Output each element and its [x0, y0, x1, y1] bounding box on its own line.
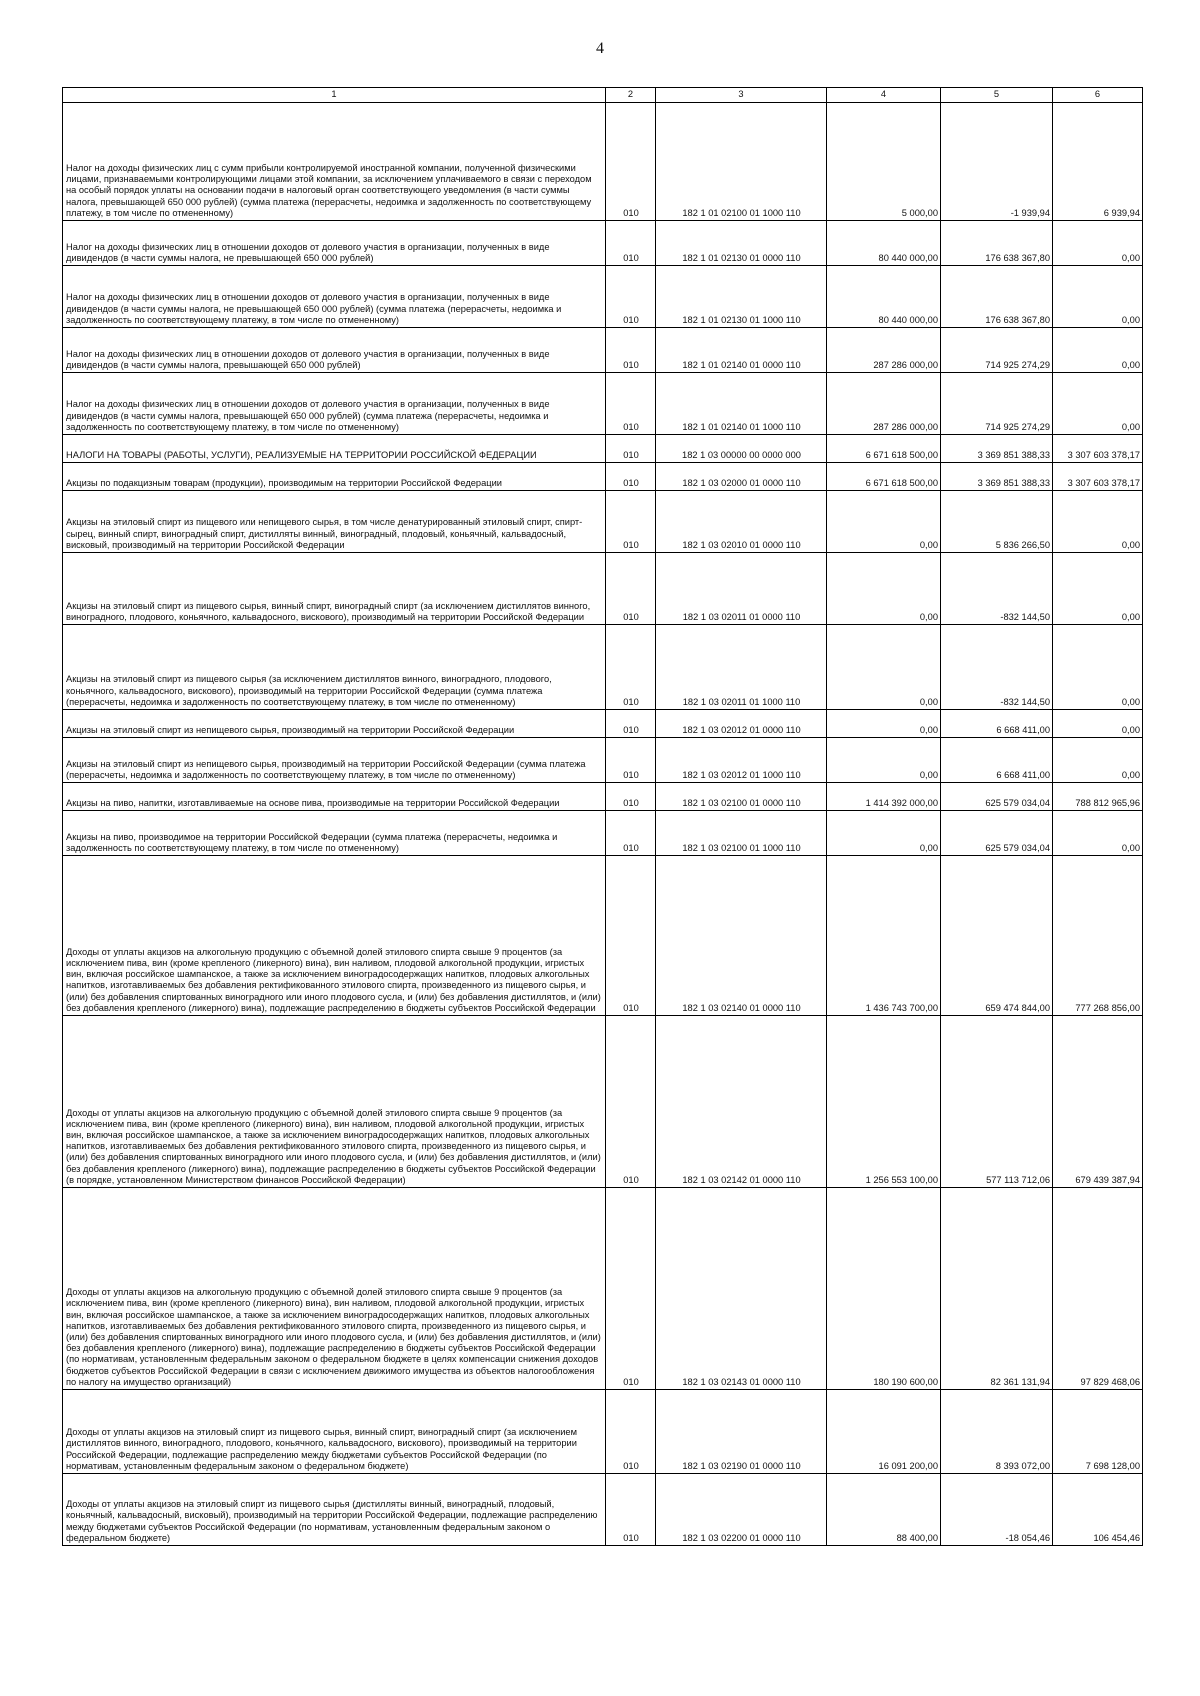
row-name-cell: Налог на доходы физических лиц с сумм прибыли контролируемой иностранной компании, полученной физическими лицами, признаваемыми контролирующими лицами этой компании, за исключением уплачиваемого в связи с переходом на особый порядок уплаты на основании подачи в налоговый орган соответствующего уведомления (в части суммы налога, превышающей 650 000 рублей) (сумма платежа (перерасчеты, недоимка и задолженность по соответствующему платежу, в том числе по отмененному) — [63, 103, 606, 221]
row-name-cell: Акцизы на этиловый спирт из пищевого сырья (за исключением дистиллятов винного, виноградного, плодового, коньячного, кальвадосного, вискового), производимый на территории Российской Федерации (сумма платежа (перерасчеты, недоимка и задолженность по соответствующему платежу, в том числе по отмененному) — [63, 625, 606, 710]
row-approved-amount-cell: 80 440 000,00 — [827, 221, 941, 266]
row-unexecuted-amount-cell: 0,00 — [1053, 491, 1143, 553]
row-line-code-cell: 010 — [606, 710, 656, 738]
row-line-code-cell: 010 — [606, 553, 656, 625]
page-number: 4 — [596, 40, 604, 57]
row-unexecuted-amount-cell: 7 698 128,00 — [1053, 1390, 1143, 1474]
row-executed-amount-cell: 3 369 851 388,33 — [941, 435, 1053, 463]
row-approved-amount-cell: 0,00 — [827, 625, 941, 710]
row-approved-amount-cell: 0,00 — [827, 491, 941, 553]
row-executed-amount-cell: -832 144,50 — [941, 625, 1053, 710]
table-row — [63, 625, 1143, 710]
row-approved-amount-cell: 88 400,00 — [827, 1474, 941, 1546]
row-budget-code-cell: 182 1 03 02010 01 0000 110 — [656, 491, 827, 553]
row-line-code-cell: 010 — [606, 103, 656, 221]
row-executed-amount-cell: 714 925 274,29 — [941, 373, 1053, 435]
table-row — [63, 1188, 1143, 1390]
row-line-code-cell: 010 — [606, 856, 656, 1016]
row-approved-amount-cell: 0,00 — [827, 811, 941, 856]
row-executed-amount-cell: 659 474 844,00 — [941, 856, 1053, 1016]
row-budget-code-cell: 182 1 01 02130 01 1000 110 — [656, 266, 827, 328]
row-executed-amount-cell: 8 393 072,00 — [941, 1390, 1053, 1474]
row-name-cell: Акцизы на пиво, производимое на территории Российской Федерации (сумма платежа (перерасчеты, недоимка и задолженность по соответствующему платежу, в том числе по отмененному) — [63, 811, 606, 856]
row-line-code-cell: 010 — [606, 738, 656, 783]
row-budget-code-cell: 182 1 03 02200 01 0000 110 — [656, 1474, 827, 1546]
row-approved-amount-cell: 6 671 618 500,00 — [827, 463, 941, 491]
row-line-code-cell: 010 — [606, 1188, 656, 1390]
row-line-code-cell: 010 — [606, 373, 656, 435]
row-budget-code-cell: 182 1 03 02142 01 0000 110 — [656, 1016, 827, 1188]
row-executed-amount-cell: 176 638 367,80 — [941, 266, 1053, 328]
row-approved-amount-cell: 80 440 000,00 — [827, 266, 941, 328]
row-budget-code-cell: 182 1 03 00000 00 0000 000 — [656, 435, 827, 463]
row-budget-code-cell: 182 1 03 02012 01 0000 110 — [656, 710, 827, 738]
table-row — [63, 553, 1143, 625]
row-name-cell: Налог на доходы физических лиц в отношении доходов от долевого участия в организации, полученных в виде дивидендов (в части суммы налога, не превышающей 650 000 рублей) (сумма платежа (перерасчеты, недоимка и задолженность по соответствующему платежу, в том числе по отмененному) — [63, 266, 606, 328]
row-unexecuted-amount-cell: 0,00 — [1053, 373, 1143, 435]
row-executed-amount-cell: 3 369 851 388,33 — [941, 463, 1053, 491]
table-row — [63, 435, 1143, 463]
row-line-code-cell: 010 — [606, 1390, 656, 1474]
row-name-cell: Доходы от уплаты акцизов на алкогольную продукцию с объемной долей этилового спирта свыше 9 процентов (за исключением пива, вин (кроме крепленого (ликерного) вина), вин наливом, плодовой алкогольной продукции, игристых вин, включая российское шампанское, а также за исключением виноградосодержащих напитков, плодовых алкогольных напитков, изготавливаемых без добавления ректификованного этилового спирта, произведенного из пищевого сырья, и (или) без добавления спиртованных виноградного или иного плодового сусла, и (или) без добавления дистиллятов, и (или) без добавления крепленого (ликерного) вина), подлежащие распределению в бюджеты субъектов Российской Федерации (по нормативам, установленным федеральным законом о федеральном бюджете в целях компенсации снижения доходов бюджетов субъектов Российской Федерации в связи с исключением движимого имущества из объектов налогообложения по налогу на имущество организаций) — [63, 1188, 606, 1390]
column-number-row — [63, 88, 1143, 103]
row-name-cell: Налог на доходы физических лиц в отношении доходов от долевого участия в организации, полученных в виде дивидендов (в части суммы налога, превышающей 650 000 рублей) (сумма платежа (перерасчеты, недоимка и задолженность по соответствующему платежу, в том числе по отмененному) — [63, 373, 606, 435]
row-name-cell: Акцизы на этиловый спирт из пищевого или непищевого сырья, в том числе денатурированный этиловый спирт, спирт-сырец, винный спирт, виноградный спирт, дистилляты винный, виноградный, плодовый, коньячный, кальвадосный, висковый, производимый на территории Российской Федерации — [63, 491, 606, 553]
row-executed-amount-cell: 625 579 034,04 — [941, 811, 1053, 856]
row-unexecuted-amount-cell: 777 268 856,00 — [1053, 856, 1143, 1016]
table-row — [63, 738, 1143, 783]
table-row — [63, 221, 1143, 266]
table-row — [63, 783, 1143, 811]
row-unexecuted-amount-cell: 0,00 — [1053, 553, 1143, 625]
row-unexecuted-amount-cell: 0,00 — [1053, 738, 1143, 783]
row-unexecuted-amount-cell: 106 454,46 — [1053, 1474, 1143, 1546]
table-row — [63, 266, 1143, 328]
table-row — [63, 491, 1143, 553]
table-row — [63, 103, 1143, 221]
row-name-cell: Доходы от уплаты акцизов на алкогольную продукцию с объемной долей этилового спирта свыше 9 процентов (за исключением пива, вин (кроме крепленого (ликерного) вина), вин наливом, плодовой алкогольной продукции, игристых вин, включая российское шампанское, а также за исключением виноградосодержащих напитков, плодовых алкогольных напитков, изготавливаемых без добавления ректификованного этилового спирта, произведенного из пищевого сырья, и (или) без добавления спиртованных виноградного или иного плодового сусла, и (или) без добавления дистиллятов, и (или) без добавления крепленого (ликерного) вина), подлежащие распределению в бюджеты субъектов Российской Федерации — [63, 856, 606, 1016]
row-approved-amount-cell: 287 286 000,00 — [827, 373, 941, 435]
row-approved-amount-cell: 16 091 200,00 — [827, 1390, 941, 1474]
row-unexecuted-amount-cell: 3 307 603 378,17 — [1053, 435, 1143, 463]
row-name-cell: Налог на доходы физических лиц в отношении доходов от долевого участия в организации, полученных в виде дивидендов (в части суммы налога, превышающей 650 000 рублей) — [63, 328, 606, 373]
row-budget-code-cell: 182 1 03 02011 01 1000 110 — [656, 625, 827, 710]
row-unexecuted-amount-cell: 679 439 387,94 — [1053, 1016, 1143, 1188]
table-row — [63, 856, 1143, 1016]
row-executed-amount-cell: -18 054,46 — [941, 1474, 1053, 1546]
table-row — [63, 1016, 1143, 1188]
row-executed-amount-cell: 6 668 411,00 — [941, 738, 1053, 783]
row-approved-amount-cell: 5 000,00 — [827, 103, 941, 221]
row-name-cell: Акцизы на этиловый спирт из пищевого сырья, винный спирт, виноградный спирт (за исключением дистиллятов винного, виноградного, плодового, коньячного, кальвадосного, вискового), производимый на территории Российской Федерации — [63, 553, 606, 625]
row-executed-amount-cell: 577 113 712,06 — [941, 1016, 1053, 1188]
table-row — [63, 710, 1143, 738]
row-unexecuted-amount-cell: 788 812 965,96 — [1053, 783, 1143, 811]
row-line-code-cell: 010 — [606, 266, 656, 328]
row-budget-code-cell: 182 1 03 02000 01 0000 110 — [656, 463, 827, 491]
row-line-code-cell: 010 — [606, 811, 656, 856]
row-approved-amount-cell: 287 286 000,00 — [827, 328, 941, 373]
row-name-cell: Акцизы по подакцизным товарам (продукции), производимым на территории Российской Федерации — [63, 463, 606, 491]
row-executed-amount-cell: 5 836 266,50 — [941, 491, 1053, 553]
row-approved-amount-cell: 1 436 743 700,00 — [827, 856, 941, 1016]
column-header: 6 — [1053, 88, 1143, 103]
row-budget-code-cell: 182 1 03 02190 01 0000 110 — [656, 1390, 827, 1474]
row-executed-amount-cell: 625 579 034,04 — [941, 783, 1053, 811]
table-row — [63, 463, 1143, 491]
row-approved-amount-cell: 0,00 — [827, 710, 941, 738]
row-unexecuted-amount-cell: 0,00 — [1053, 221, 1143, 266]
row-name-cell: Налог на доходы физических лиц в отношении доходов от долевого участия в организации, полученных в виде дивидендов (в части суммы налога, не превышающей 650 000 рублей) — [63, 221, 606, 266]
row-name-cell: Доходы от уплаты акцизов на алкогольную продукцию с объемной долей этилового спирта свыше 9 процентов (за исключением пива, вин (кроме крепленого (ликерного) вина), вин наливом, плодовой алкогольной продукции, игристых вин, включая российское шампанское, а также за исключением виноградосодержащих напитков, плодовых алкогольных напитков, изготавливаемых без добавления ректификованного этилового спирта, произведенного из пищевого сырья, и (или) без добавления спиртованных виноградного или иного плодового сусла, и (или) без добавления дистиллятов, и (или) без добавления крепленого (ликерного) вина), подлежащие распределению в бюджеты субъектов Российской Федерации (в порядке, установленном Министерством финансов Российской Федерации) — [63, 1016, 606, 1188]
row-approved-amount-cell: 1 256 553 100,00 — [827, 1016, 941, 1188]
row-budget-code-cell: 182 1 03 02100 01 0000 110 — [656, 783, 827, 811]
row-budget-code-cell: 182 1 03 02100 01 1000 110 — [656, 811, 827, 856]
row-line-code-cell: 010 — [606, 328, 656, 373]
row-executed-amount-cell: 6 668 411,00 — [941, 710, 1053, 738]
row-line-code-cell: 010 — [606, 1016, 656, 1188]
row-executed-amount-cell: 82 361 131,94 — [941, 1188, 1053, 1390]
row-name-cell: Доходы от уплаты акцизов на этиловый спирт из пищевого сырья, винный спирт, виноградный спирт (за исключением дистиллятов винного, виноградного, плодового, коньячного, кальвадосного, вискового), производимый на территории Российской Федерации, подлежащие распределению между бюджетами субъектов Российской Федерации (по нормативам, установленным федеральным законом о федеральном бюджете) — [63, 1390, 606, 1474]
table-row — [63, 373, 1143, 435]
row-line-code-cell: 010 — [606, 783, 656, 811]
row-unexecuted-amount-cell: 0,00 — [1053, 811, 1143, 856]
row-unexecuted-amount-cell: 0,00 — [1053, 625, 1143, 710]
row-unexecuted-amount-cell: 0,00 — [1053, 328, 1143, 373]
row-budget-code-cell: 182 1 03 02140 01 0000 110 — [656, 856, 827, 1016]
row-budget-code-cell: 182 1 01 02140 01 1000 110 — [656, 373, 827, 435]
row-unexecuted-amount-cell: 6 939,94 — [1053, 103, 1143, 221]
row-line-code-cell: 010 — [606, 1474, 656, 1546]
row-approved-amount-cell: 0,00 — [827, 553, 941, 625]
row-unexecuted-amount-cell: 0,00 — [1053, 710, 1143, 738]
row-budget-code-cell: 182 1 03 02012 01 1000 110 — [656, 738, 827, 783]
column-header: 3 — [656, 88, 827, 103]
row-executed-amount-cell: -832 144,50 — [941, 553, 1053, 625]
row-unexecuted-amount-cell: 97 829 468,06 — [1053, 1188, 1143, 1390]
row-executed-amount-cell: 176 638 367,80 — [941, 221, 1053, 266]
row-approved-amount-cell: 6 671 618 500,00 — [827, 435, 941, 463]
row-line-code-cell: 010 — [606, 491, 656, 553]
row-budget-code-cell: 182 1 01 02140 01 0000 110 — [656, 328, 827, 373]
row-name-cell: НАЛОГИ НА ТОВАРЫ (РАБОТЫ, УСЛУГИ), РЕАЛИЗУЕМЫЕ НА ТЕРРИТОРИИ РОССИЙСКОЙ ФЕДЕРАЦИИ — [63, 435, 606, 463]
row-line-code-cell: 010 — [606, 625, 656, 710]
row-budget-code-cell: 182 1 01 02130 01 0000 110 — [656, 221, 827, 266]
row-line-code-cell: 010 — [606, 221, 656, 266]
row-name-cell: Доходы от уплаты акцизов на этиловый спирт из пищевого сырья (дистилляты винный, виноградный, плодовый, коньячный, кальвадосный, висковый), производимый на территории Российской Федерации, подлежащие распределению между бюджетами субъектов Российской Федерации (по нормативам, установленным федеральным законом о федеральном бюджете) — [63, 1474, 606, 1546]
row-budget-code-cell: 182 1 03 02143 01 0000 110 — [656, 1188, 827, 1390]
row-approved-amount-cell: 0,00 — [827, 738, 941, 783]
row-budget-code-cell: 182 1 01 02100 01 1000 110 — [656, 103, 827, 221]
column-header: 5 — [941, 88, 1053, 103]
row-approved-amount-cell: 180 190 600,00 — [827, 1188, 941, 1390]
column-header: 1 — [63, 88, 606, 103]
row-approved-amount-cell: 1 414 392 000,00 — [827, 783, 941, 811]
column-header: 4 — [827, 88, 941, 103]
row-budget-code-cell: 182 1 03 02011 01 0000 110 — [656, 553, 827, 625]
row-name-cell: Акцизы на этиловый спирт из непищевого сырья, производимый на территории Российской Федерации (сумма платежа (перерасчеты, недоимка и задолженность по соответствующему платежу, в том числе по отмененному) — [63, 738, 606, 783]
row-line-code-cell: 010 — [606, 435, 656, 463]
row-name-cell: Акцизы на пиво, напитки, изготавливаемые на основе пива, производимые на территории Российской Федерации — [63, 783, 606, 811]
table-row — [63, 1390, 1143, 1474]
revenue-table — [62, 87, 1143, 1546]
table-row — [63, 811, 1143, 856]
row-name-cell: Акцизы на этиловый спирт из непищевого сырья, производимый на территории Российской Федерации — [63, 710, 606, 738]
row-unexecuted-amount-cell: 3 307 603 378,17 — [1053, 463, 1143, 491]
row-executed-amount-cell: -1 939,94 — [941, 103, 1053, 221]
row-executed-amount-cell: 714 925 274,29 — [941, 328, 1053, 373]
row-unexecuted-amount-cell: 0,00 — [1053, 266, 1143, 328]
row-line-code-cell: 010 — [606, 463, 656, 491]
column-header: 2 — [606, 88, 656, 103]
table-row — [63, 1474, 1143, 1546]
table-row — [63, 328, 1143, 373]
